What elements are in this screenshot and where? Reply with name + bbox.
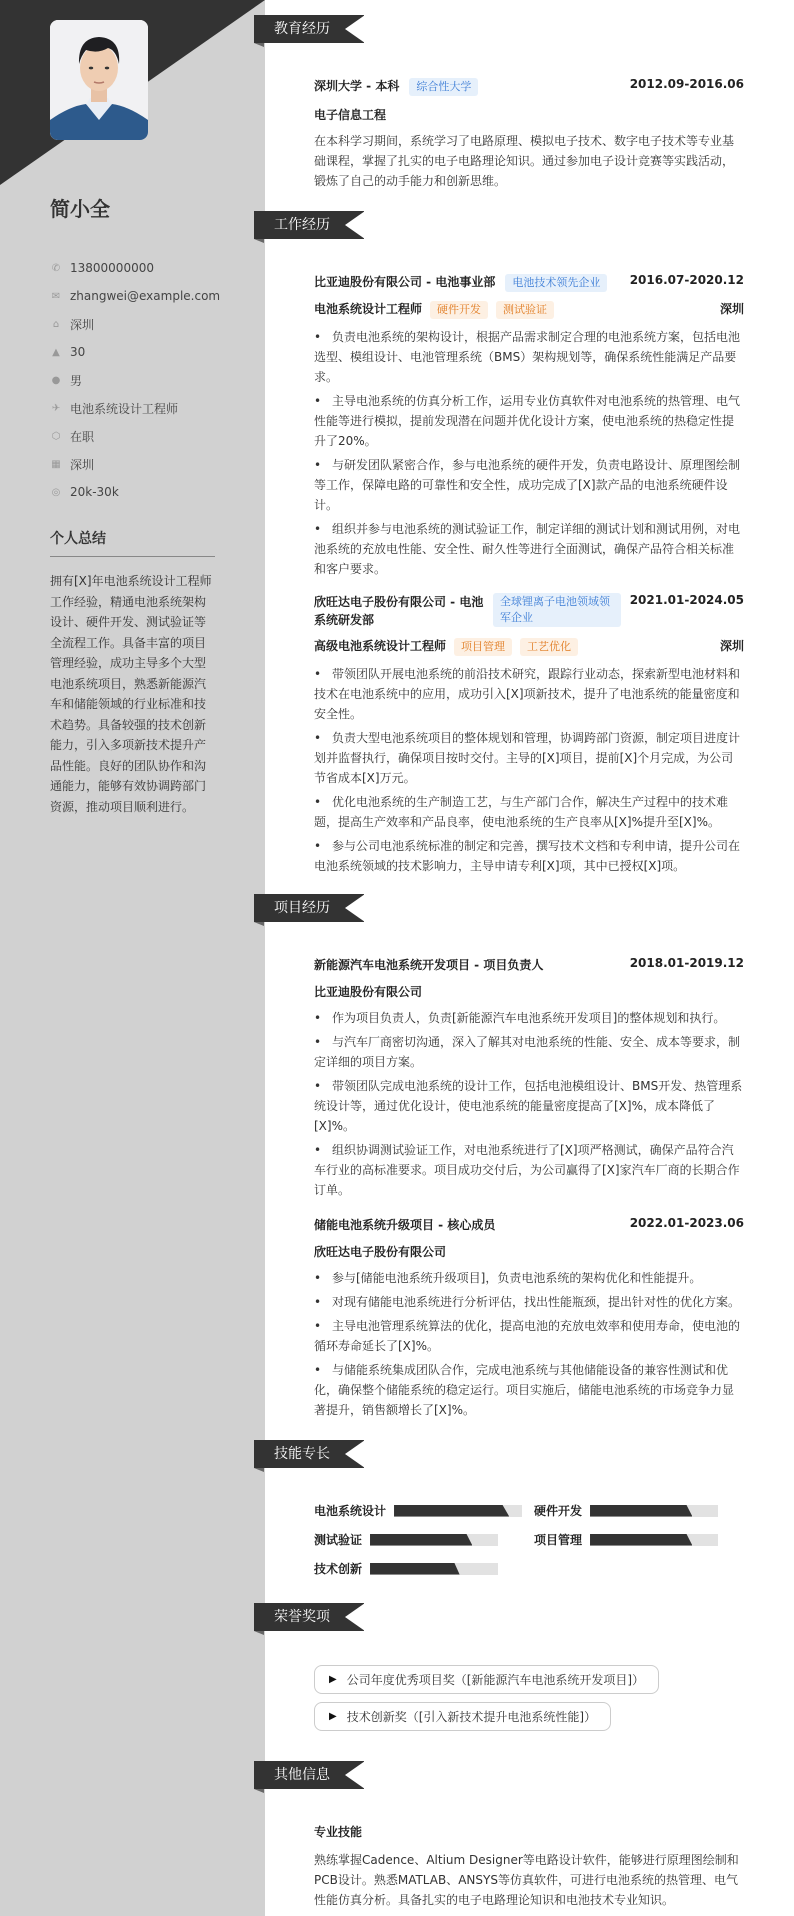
phone-value: 13800000000 — [70, 261, 154, 275]
status-icon: ⬡ — [51, 430, 61, 442]
project-name: 储能电池系统升级项目 - 核心成员 — [314, 1218, 496, 1232]
project-date: 2018.01-2019.12 — [629, 956, 744, 970]
bullet-item: • 负责电池系统的架构设计，根据产品需求制定合理的电池系统方案，包括电池选型、模组设计、电池管理系统（BMS）架构规划等，确保系统性能满足产品要求。 — [314, 330, 741, 384]
skill-bar — [394, 1505, 522, 1517]
skill-tag: 项目管理 — [454, 638, 512, 656]
company-tag: 全球锂离子电池领域领军企业 — [493, 593, 621, 627]
project-bullets — [314, 1268, 744, 1420]
bullet-item: • 组织并参与电池系统的测试验证工作，制定详细的测试计划和测试用例，对电池系统的充放电性能、安全性、耐久性等进行全面测试，确保产品符合相关标准和客户要求。 — [314, 522, 741, 576]
gender-icon: ● — [51, 374, 61, 386]
section-header-projects: 项目经历 — [254, 894, 364, 922]
bullet-item: • 带领团队完成电池系统的设计工作，包括电池模组设计、BMS开发、热管理系统设计等，通过优化设计，使电池系统的能量密度提高了[X]%，成本降低了[X]%。 — [314, 1079, 743, 1133]
bullet-item: • 主导电池管理系统算法的优化，提高电池的充放电效率和使用寿命，使电池的循环寿命延长了[X]%。 — [314, 1319, 741, 1353]
skill-item: 电池系统设计 — [314, 1502, 534, 1519]
info-gender — [50, 366, 220, 394]
sidebar — [0, 0, 265, 1916]
status-value: 在职 — [70, 429, 95, 444]
info-phone — [50, 254, 220, 282]
triangle-right-icon: ▶ — [329, 1674, 337, 1685]
skill-bar — [370, 1534, 498, 1546]
bullet-item: • 与汽车厂商密切沟通，深入了解其对电池系统的性能、安全、成本等要求，制定详细的项目方案。 — [314, 1035, 741, 1069]
info-city — [50, 450, 220, 478]
education-major: 电子信息工程 — [314, 108, 387, 122]
summary-title: 个人总结 — [50, 528, 215, 557]
salary-value: 20k-30k — [70, 485, 119, 499]
other-subtitle: 专业技能 — [314, 1825, 363, 1839]
city-icon: ▦ — [51, 458, 61, 470]
email-value: zhangwei@example.com — [70, 289, 221, 303]
age-value: 30 — [70, 345, 86, 359]
main-content — [254, 0, 794, 1910]
avatar — [50, 20, 148, 140]
skills-grid — [314, 1502, 744, 1577]
bullet-item: • 与研发团队紧密合作，参与电池系统的硬件开发，负责电路设计、原理图绘制等工作，保障电路的可靠性和安全性，成功完成了[X]款产品的电池系统硬件设计。 — [314, 458, 741, 512]
education-school-line — [314, 77, 478, 96]
skills-content — [254, 1502, 794, 1577]
position-value: 电池系统设计工程师 — [70, 401, 179, 416]
work-item — [254, 273, 794, 579]
triangle-right-icon: ▶ — [329, 1711, 337, 1722]
section-header-skills: 技能专长 — [254, 1440, 364, 1468]
work-bullets — [314, 327, 744, 579]
bullet-item: • 优化电池系统的生产制造工艺，与生产部门合作，解决生产过程中的技术难题，提高生产效率和产品良率，使电池系统的生产良率从[X]%提升至[X]%。 — [314, 795, 729, 829]
work-company: 欣旺达电子股份有限公司 - 电池系统研发部 — [314, 595, 484, 627]
school-name: 深圳大学 - 本科 — [314, 79, 400, 93]
project-company: 比亚迪股份有限公司 — [314, 985, 423, 999]
home-icon: ⌂ — [52, 318, 60, 330]
work-date: 2021.01-2024.05 — [629, 593, 744, 607]
info-salary — [50, 478, 220, 506]
company-tag: 电池技术领先企业 — [505, 274, 607, 292]
work-company-line — [314, 593, 621, 629]
skill-item: 技术创新 — [314, 1560, 534, 1577]
contact-info-list — [50, 254, 220, 506]
info-age — [50, 338, 220, 366]
awards-section — [254, 1603, 794, 1739]
project-bullets — [314, 1008, 744, 1200]
work-role: 电池系统设计工程师 — [314, 302, 423, 316]
work-item — [254, 593, 794, 876]
education-desc: 在本科学习期间，系统学习了电路原理、模拟电子技术、数字电子技术等专业基础课程，掌握了扎实的电子电路理论知识。通过参加电子设计竞赛等实践活动，锻炼了自己的动手能力和创新思维。 — [314, 134, 735, 188]
project-item — [254, 1216, 794, 1420]
education-section — [254, 15, 794, 191]
bullet-item: • 主导电池系统的仿真分析工作，运用专业仿真软件对电池系统的热管理、电气性能等进行模拟，提前发现潜在问题并优化设计方案，使电池系统的热稳定性提升了20%。 — [314, 394, 741, 448]
salary-icon: ◎ — [51, 486, 61, 498]
projects-section — [254, 894, 794, 1420]
work-role: 高级电池系统设计工程师 — [314, 639, 447, 653]
skill-item: 项目管理 — [534, 1531, 754, 1548]
info-status — [50, 422, 220, 450]
work-company-line — [314, 273, 607, 292]
skill-tag: 硬件开发 — [430, 301, 488, 319]
education-date: 2012.09-2016.06 — [629, 77, 744, 91]
school-tag: 综合性大学 — [409, 78, 478, 96]
gender-value: 男 — [70, 373, 83, 388]
location-value: 深圳 — [70, 317, 95, 332]
profile-name: 简小全 — [50, 197, 110, 221]
awards-content — [254, 1665, 794, 1739]
age-icon: ▲ — [52, 346, 60, 358]
work-section — [254, 211, 794, 876]
project-item — [254, 956, 794, 1200]
award-item: ▶ 技术创新奖（[引入新技术提升电池系统性能]） — [314, 1702, 611, 1731]
bullet-item: • 作为项目负责人，负责[新能源汽车电池系统开发项目]的整体规划和执行。 — [314, 1011, 726, 1025]
project-name: 新能源汽车电池系统开发项目 - 项目负责人 — [314, 958, 544, 972]
skills-section — [254, 1440, 794, 1577]
section-header-awards: 荣誉奖项 — [254, 1603, 364, 1631]
bullet-item: • 参与公司电池系统标准的制定和完善，撰写技术文档和专利申请，提升公司在电池系统领域的技术影响力，主导申请专利[X]项，其中已授权[X]项。 — [314, 839, 741, 873]
bullet-item: • 带领团队开展电池系统的前沿技术研究，跟踪行业动态，探索新型电池材料和技术在电池系统中的应用，成功引入[X]项新技术，提升了电池系统的能量密度和安全性。 — [314, 667, 741, 721]
position-icon: ✈ — [51, 402, 61, 414]
skill-bar — [370, 1563, 498, 1575]
phone-icon: ✆ — [51, 262, 61, 274]
work-bullets — [314, 664, 744, 876]
skill-item: 测试验证 — [314, 1531, 534, 1548]
work-date: 2016.07-2020.12 — [629, 273, 744, 287]
bullet-item: • 参与[储能电池系统升级项目]，负责电池系统的架构优化和性能提升。 — [314, 1271, 702, 1285]
summary-text: 拥有[X]年电池系统设计工程师工作经验，精通电池系统架构设计、硬件开发、测试验证等全流程工作。具备丰富的项目管理经验，成功主导多个大型电池系统项目，熟悉新能源汽车和储能领域的行业标准和技术趋势。具备较强的技术创新能力，引入多项新技术提升产品性能。良好的团队协作和沟通能力，能够有效协调跨部门资源，推动项目顺利进行。 — [50, 574, 212, 814]
work-company: 比亚迪股份有限公司 - 电池事业部 — [314, 275, 496, 289]
info-email — [50, 282, 220, 310]
section-header-education: 教育经历 — [254, 15, 364, 43]
project-company: 欣旺达电子股份有限公司 — [314, 1245, 447, 1259]
info-position — [50, 394, 220, 422]
other-section — [254, 1761, 794, 1910]
award-item: ▶ 公司年度优秀项目奖（[新能源汽车电池系统开发项目]） — [314, 1665, 659, 1694]
skill-tag: 测试验证 — [496, 301, 554, 319]
other-content — [254, 1823, 794, 1910]
mail-icon: ✉ — [51, 290, 61, 302]
bullet-item: • 负责大型电池系统项目的整体规划和管理，协调跨部门资源，制定项目进度计划并监督执行，确保项目按时交付。主导的[X]项目，提前[X]个月完成，为公司节省成本[X]万元。 — [314, 731, 741, 785]
work-city: 深圳 — [719, 302, 744, 316]
work-city: 深圳 — [719, 639, 744, 653]
avatar-photo-icon — [50, 20, 148, 140]
bullet-item: • 对现有储能电池系统进行分析评估，找出性能瓶颈，提出针对性的优化方案。 — [314, 1295, 741, 1309]
bullet-item: • 与储能系统集成团队合作，完成电池系统与其他储能设备的兼容性测试和优化，确保整个储能系统的稳定运行。项目实施后，储能电池系统的市场竞争力显著提升，销售额增长了[X]%。 — [314, 1363, 735, 1417]
education-item — [254, 77, 794, 191]
work-role-line — [314, 637, 578, 656]
skill-bar — [590, 1505, 718, 1517]
project-date: 2022.01-2023.06 — [629, 1216, 744, 1230]
skill-item: 硬件开发 — [534, 1502, 754, 1519]
skill-tag: 工艺优化 — [520, 638, 578, 656]
section-header-work: 工作经历 — [254, 211, 364, 239]
bullet-item: • 组织协调测试验证工作，对电池系统进行了[X]项严格测试，确保产品符合汽车行业的高标准要求。项目成功交付后，为公司赢得了[X]家汽车厂商的长期合作订单。 — [314, 1143, 740, 1197]
info-location — [50, 310, 220, 338]
other-text: 熟练掌握Cadence、Altium Designer等电路设计软件，能够进行原理图绘制和PCB设计。熟悉MATLAB、ANSYS等仿真软件，可进行电池系统的热管理、电气性能仿真分析。具备扎实的电子电路理论知识和电池技术专业知识。 — [314, 1853, 739, 1907]
work-role-line — [314, 300, 554, 319]
city-value: 深圳 — [70, 457, 95, 472]
skill-bar — [590, 1534, 718, 1546]
section-header-other: 其他信息 — [254, 1761, 364, 1789]
